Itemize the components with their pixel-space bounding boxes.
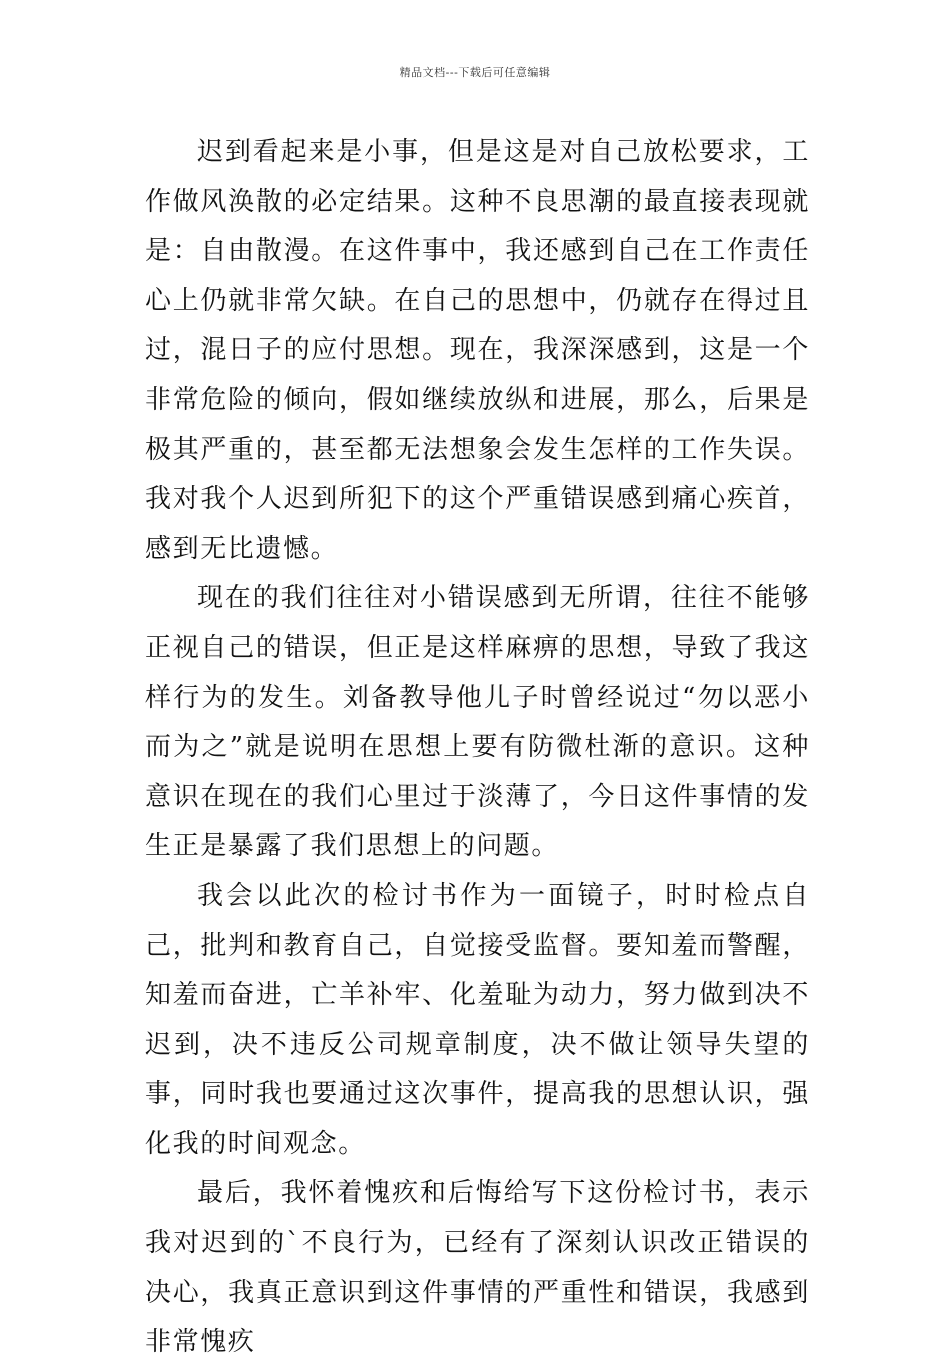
paragraph-2: 现在的我们往往对小错误感到无所谓，往往不能够正视自己的错误，但正是这样麻痹的思想，导致了我这样行为的发生。刘备教导他儿子时曾经说过“勿以恶小而为之”就是说明在思想上要有防微杜渐的意识。这种意识在现在的我们心里过于淡薄了，今日这件事情的发生正是暴露了我们思想上的问题。 <box>145 583 810 862</box>
document-body <box>145 128 810 1368</box>
paragraph-1: 迟到看起来是小事，但是这是对自己放松要求，工作做风涣散的必定结果。这种不良思潮的最直接表现就是：自由散漫。在这件事中，我还感到自己在工作责任心上仍就非常欠缺。在自己的思想中，仍就存在得过且过，混日子的应付思想。现在，我深深感到，这是一个非常危险的倾向，假如继续放纵和进展，那么，后果是极其严重的，甚至都无法想象会发生怎样的工作失误。我对我个人迟到所犯下的这个严重错误感到痛心疾首，感到无比遗憾。 <box>145 137 810 564</box>
paragraph-3: 我会以此次的检讨书作为一面镜子，时时检点自己，批判和教育自己，自觉接受监督。要知羞而警醒，知羞而奋进，亡羊补牢、化羞耻为动力，努力做到决不迟到，决不违反公司规章制度，决不做让领导失望的事，同时我也要通过这次事件，提高我的思想认识，强化我的时间观念。 <box>145 880 810 1159</box>
page-header: 精品文档---下载后可任意编辑 <box>399 66 551 79</box>
paragraph-4: 最后，我怀着愧疚和后悔给写下这份检讨书，表示我对迟到的`不良行为，已经有了深刻认识改正错误的决心，我真正意识到这件事情的严重性和错误，我感到非常愧疚 <box>145 1178 810 1358</box>
